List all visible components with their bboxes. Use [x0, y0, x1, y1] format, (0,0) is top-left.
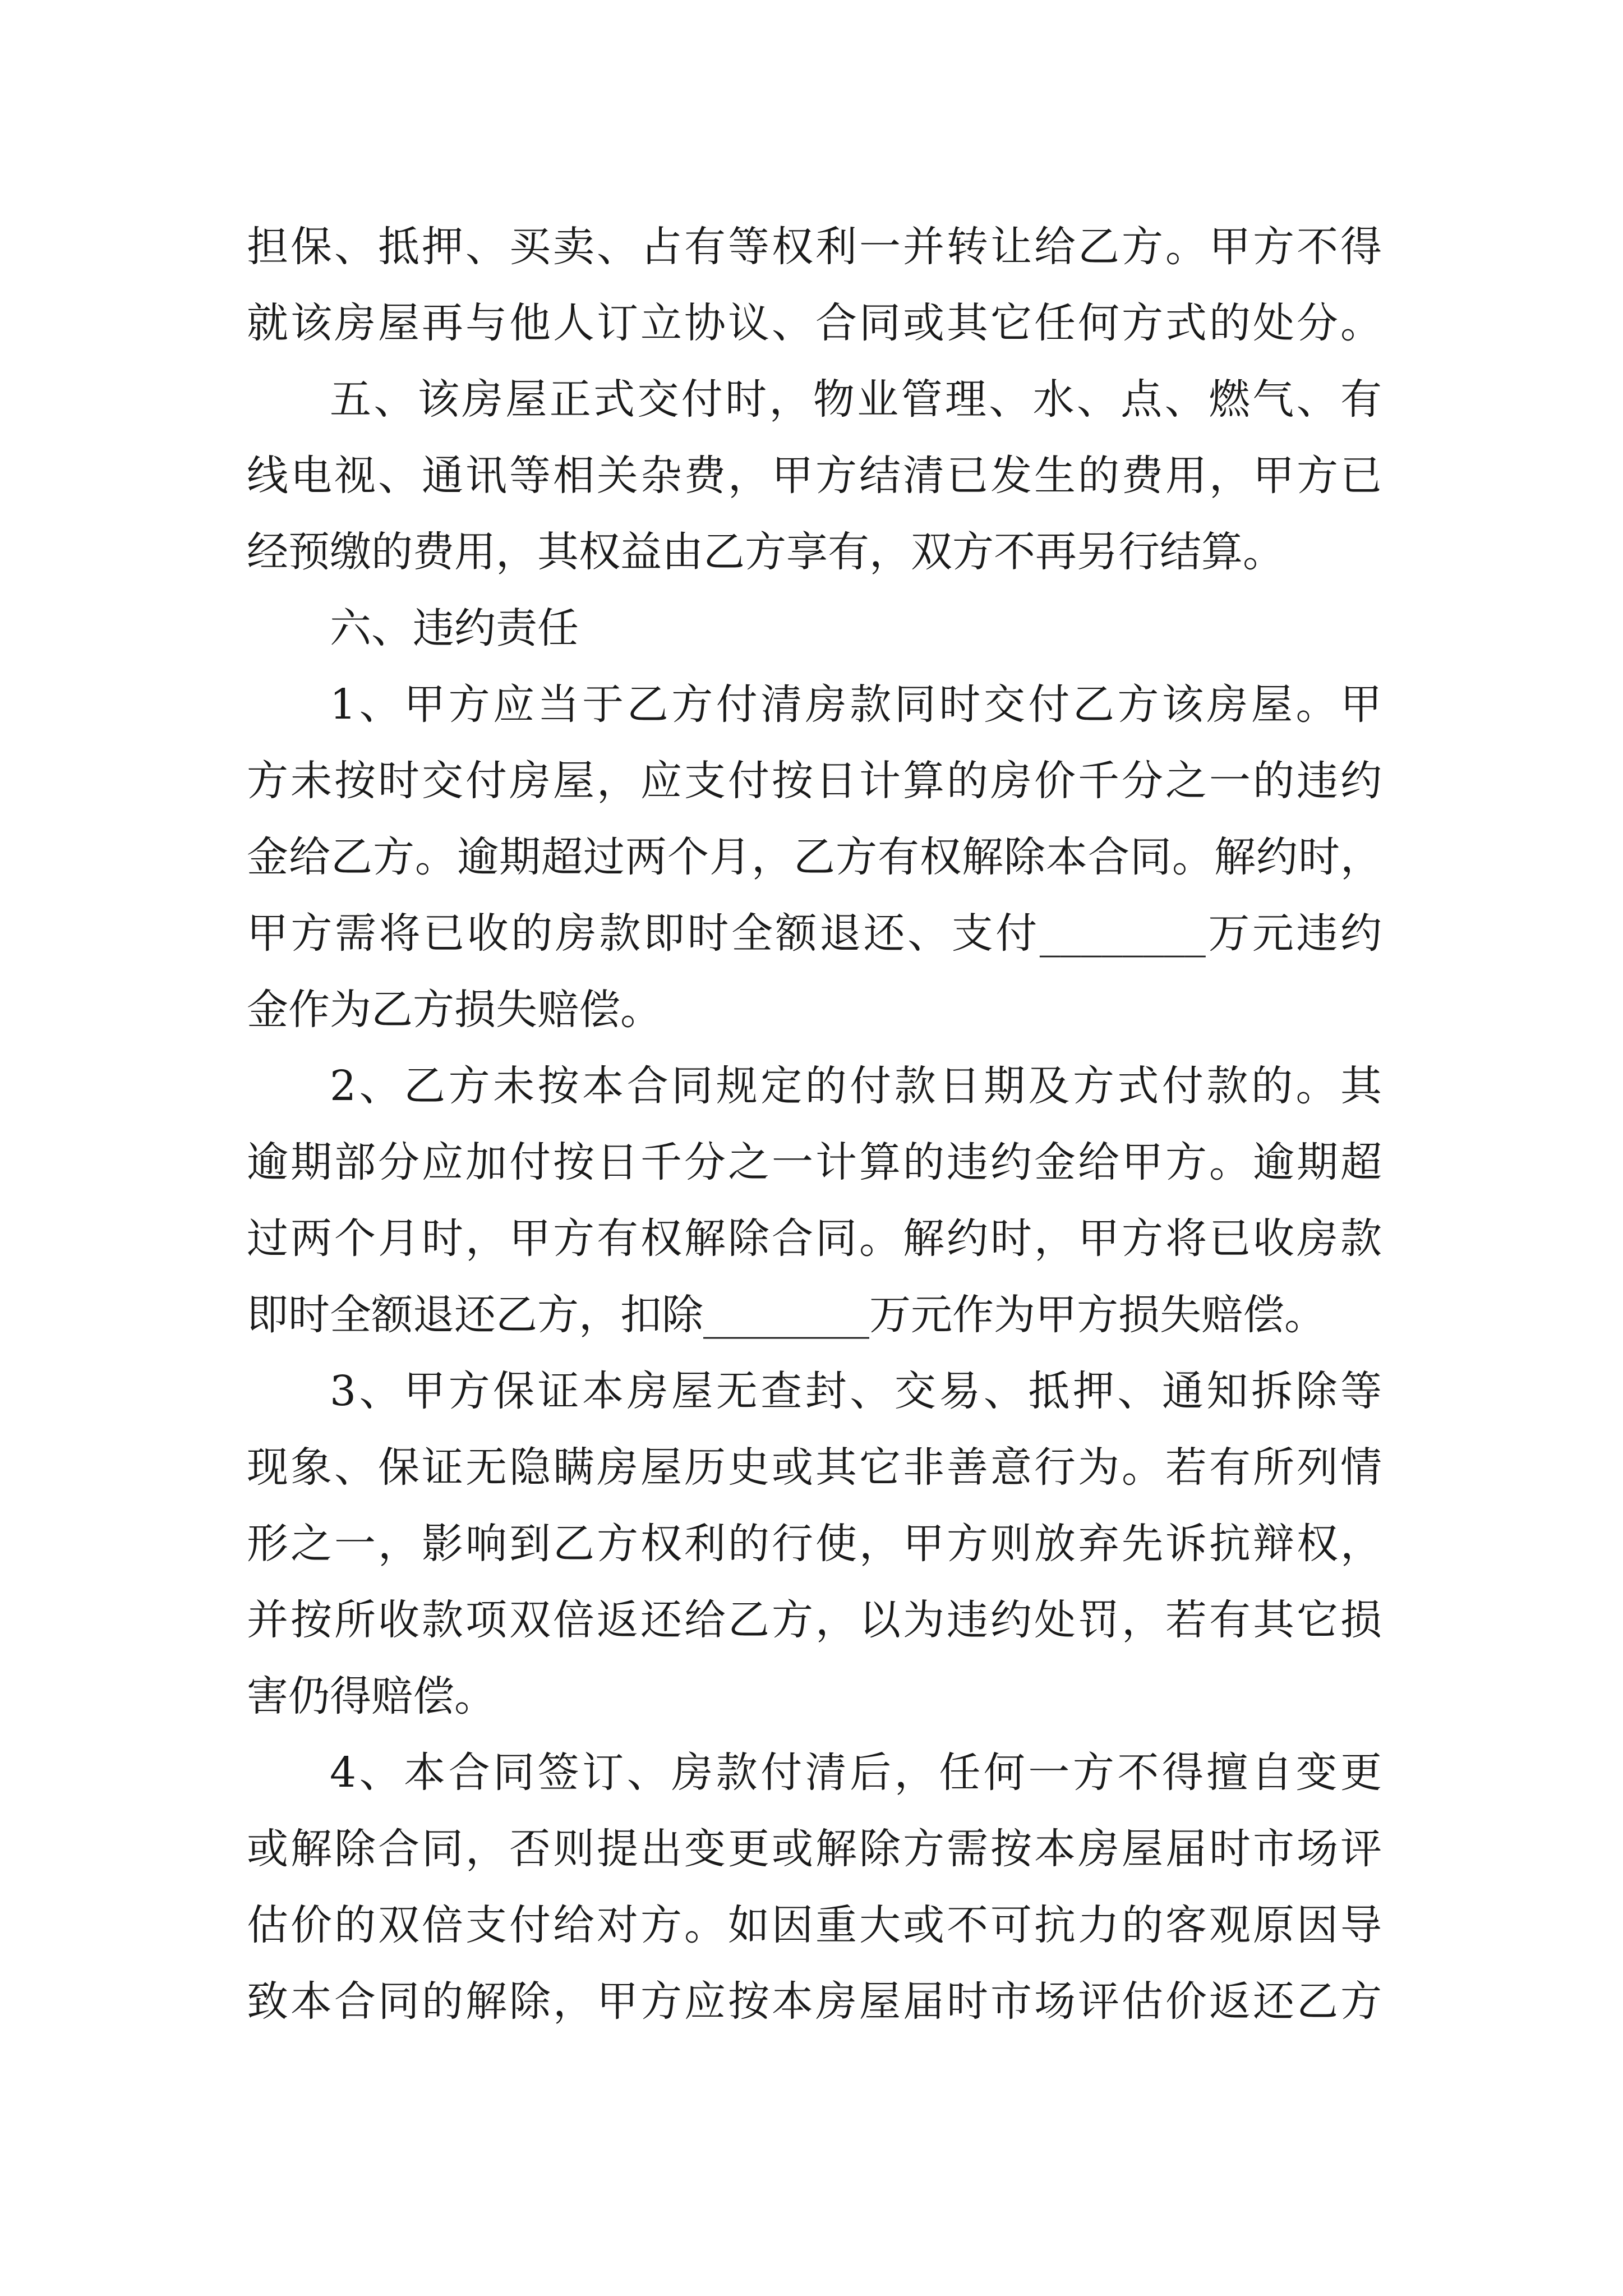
text-line: 致本合同的解除，甲方应按本房屋届时市场评估价返还乙方: [247, 1977, 1382, 2026]
text-line: 五、该房屋正式交付时，物业管理、水、点、燃气、有: [330, 375, 1382, 424]
text-line: 形之一，影响到乙方权利的行使，甲方则放弃先诉抗辩权，: [247, 1520, 1382, 1568]
text-line: 估价的双倍支付给对方。如因重大或不可抗力的客观原因导: [247, 1901, 1382, 1949]
text-line: 过两个月时，甲方有权解除合同。解约时，甲方将已收房款: [247, 1214, 1382, 1263]
text-line: 并按所收款项双倍返还给乙方，以为违约处罚，若有其它损: [247, 1596, 1382, 1644]
text-line: 线电视、通讯等相关杂费，甲方结清已发生的费用，甲方已: [247, 452, 1382, 500]
text-line: 2、乙方未按本合同规定的付款日期及方式付款的。其: [330, 1062, 1382, 1110]
text-line: 即时全额退还乙方，扣除________万元作为甲方损失赔偿。: [247, 1291, 1326, 1339]
text-line: 担保、抵押、买卖、占有等权利一并转让给乙方。甲方不得: [247, 223, 1382, 271]
text-line: 逾期部分应加付按日千分之一计算的违约金给甲方。逾期超: [247, 1138, 1382, 1186]
text-line: 3、甲方保证本房屋无查封、交易、抵押、通知拆除等: [330, 1367, 1382, 1415]
document-body: [247, 209, 1382, 2040]
text-line: 金作为乙方损失赔偿。: [247, 986, 662, 1034]
text-line: 1、甲方应当于乙方付清房款同时交付乙方该房屋。甲: [330, 680, 1382, 729]
text-line: 4、本合同签订、房款付清后，任何一方不得擅自变更: [330, 1749, 1382, 1797]
text-line: 或解除合同，否则提出变更或解除方需按本房屋届时市场评: [247, 1825, 1382, 1873]
text-line: 经预缴的费用，其权益由乙方享有，双方不再另行结算。: [247, 528, 1284, 576]
text-line: 甲方需将已收的房款即时全额退还、支付________万元违约: [247, 909, 1382, 958]
section-heading: 六、违约责任: [330, 604, 579, 652]
text-line: 就该房屋再与他人订立协议、合同或其它任何方式的处分。: [247, 299, 1382, 347]
text-line: 害仍得赔偿。: [247, 1672, 496, 1720]
text-line: 金给乙方。逾期超过两个月，乙方有权解除本合同。解约时，: [247, 833, 1382, 881]
text-line: 现象、保证无隐瞒房屋历史或其它非善意行为。若有所列情: [247, 1443, 1382, 1492]
text-line: 方未按时交付房屋，应支付按日计算的房价千分之一的违约: [247, 757, 1382, 805]
